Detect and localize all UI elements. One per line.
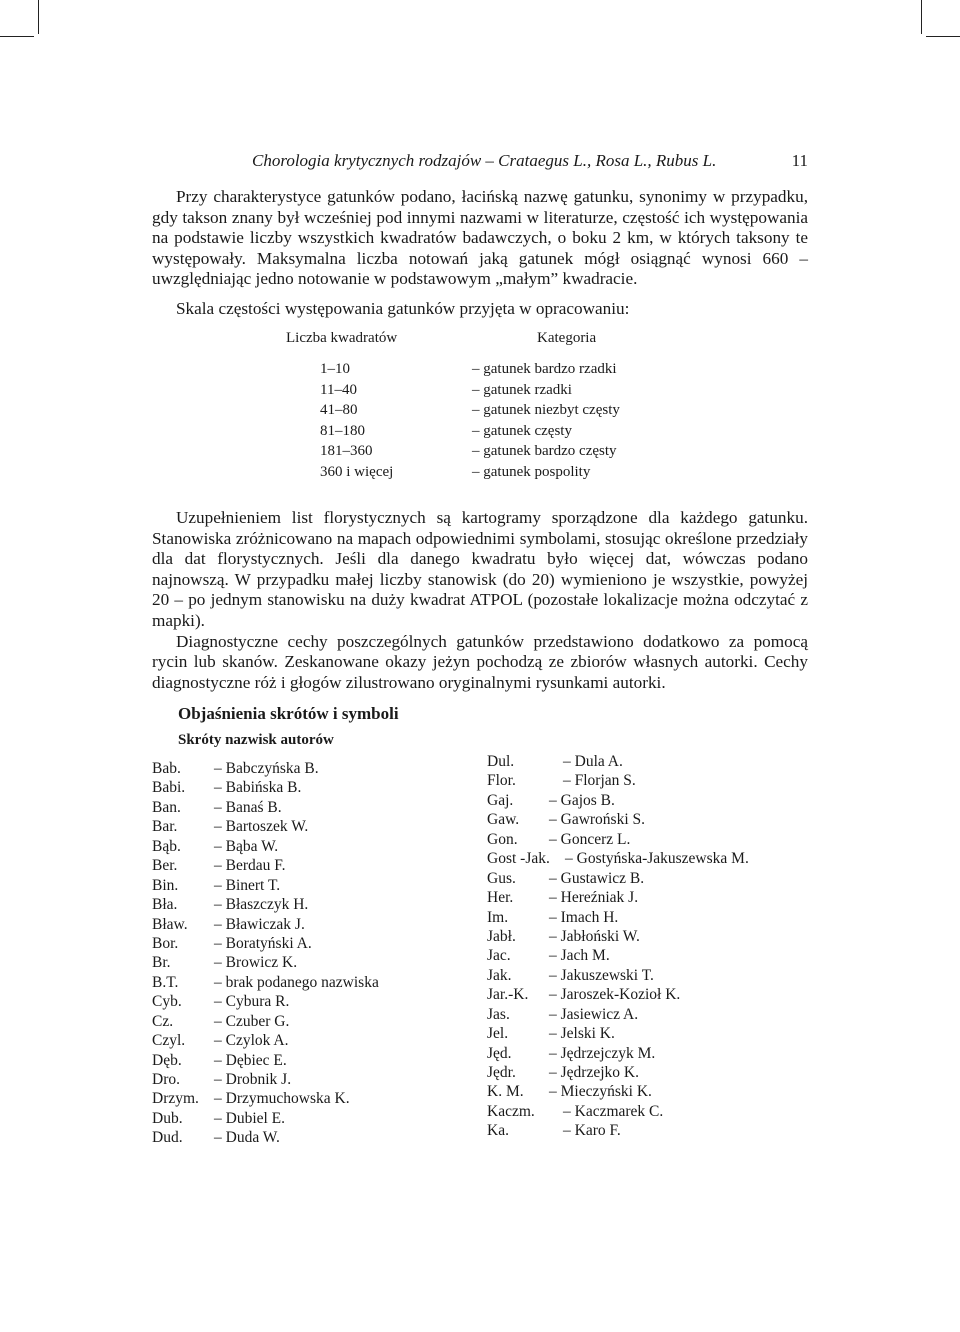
abbreviation: Jabł. (487, 927, 516, 945)
category-cell: – gatunek bardzo częsty (472, 443, 617, 459)
author-name: – Cybura R. (214, 993, 290, 1011)
abbreviation: Jęd. (487, 1044, 512, 1062)
column-header-count: Liczba kwadratów (286, 330, 398, 346)
author-name: – Binert T. (214, 876, 281, 894)
author-name: – Dula A. (563, 753, 623, 770)
category-cell: – gatunek częsty (472, 422, 572, 439)
abbreviation: Bor. (152, 934, 179, 952)
scale-paragraph (152, 299, 808, 320)
author-name: – Gajos B. (549, 791, 615, 809)
author-name: – Kaczmarek C. (563, 1102, 664, 1120)
abbreviation: Cz. (152, 1012, 174, 1030)
author-name: – Gawroński S. (549, 811, 646, 829)
author-name: – Jabłoński W. (549, 927, 640, 945)
author-name: – Berdau F. (214, 857, 286, 875)
abbreviation: Im. (487, 908, 509, 926)
crop-mark-top-left-h (0, 36, 34, 37)
abbreviation: Kaczm. (487, 1102, 535, 1120)
abbreviation: Bąb. (152, 837, 181, 855)
author-name: – Babczyńska B. (214, 760, 319, 777)
author-name: – Czylok A. (214, 1032, 289, 1050)
author-name: – Hereźniak J. (549, 889, 639, 907)
abbreviation: Gaj. (487, 791, 514, 809)
author-name: – Jasiewicz A. (549, 1005, 639, 1023)
category-cell: – gatunek niezbyt częsty (472, 402, 620, 418)
abbreviation: Bar. (152, 818, 178, 836)
abbreviation: Gost -Jak. (487, 850, 550, 868)
author-name: – Duda W. (214, 1129, 280, 1147)
author-name: – Banaś B. (214, 798, 282, 816)
range-cell: 1–10 (320, 361, 350, 377)
abbreviation: Dud. (152, 1129, 183, 1147)
author-name: – Florjan S. (563, 772, 636, 790)
author-name: – Mieczyński K. (549, 1083, 652, 1101)
abbreviation: Bła. (152, 896, 178, 914)
author-name: – Babińska B. (214, 779, 302, 797)
abbreviation: Jędr. (487, 1064, 516, 1081)
abbreviation: Dub. (152, 1109, 183, 1127)
abbreviation: Dro. (152, 1071, 180, 1088)
diagnostics-text: Diagnostyczne cechy poszczególnych gatunków przedstawiono dodatkowo za pomocą rycin lub skanów. Zeskanowane okazy jeżyn pochodzą ze zbiorów własnych autorki. Cechy diagnostyczne róż i głogów zilustrowano oryginalnymi rysunkami autorki. (152, 631, 808, 692)
author-name: – Bławiczak J. (214, 915, 305, 933)
author-name: – Jędrzejczyk M. (549, 1044, 656, 1062)
crop-mark-top-right-h (926, 36, 960, 37)
abbreviation: Gon. (487, 830, 518, 848)
author-name: – Drzymuchowska K. (214, 1090, 350, 1108)
category-cell: – gatunek bardzo rzadki (472, 361, 617, 377)
author-name: – Karo F. (563, 1122, 621, 1140)
abbreviation: Dul. (487, 753, 515, 770)
abbreviation: Jac. (487, 947, 511, 965)
range-cell: 360 i więcej (320, 463, 394, 480)
author-name: – Imach H. (549, 908, 619, 926)
abbreviation: Ber. (152, 857, 178, 875)
author-name: – Jędrzejko K. (549, 1064, 639, 1081)
author-name: – Boratyński A. (214, 934, 312, 952)
abbreviation: Czyl. (152, 1032, 186, 1050)
section-subtitle: Skróty nazwisk autorów (178, 732, 334, 748)
author-name: – Jelski K. (549, 1025, 615, 1043)
abbreviation: Gus. (487, 869, 516, 887)
abbreviation: Br. (152, 954, 171, 972)
range-cell: 11–40 (320, 381, 357, 398)
author-name: – Bąba W. (214, 837, 279, 855)
abbreviation: Cyb. (152, 993, 182, 1011)
author-name: – Dębiec E. (214, 1051, 287, 1069)
abbreviation: Jak. (487, 966, 512, 984)
abbreviation: K. M. (487, 1083, 524, 1101)
section-title: Objaśnienia skrótów i symboli (178, 704, 399, 723)
author-name: – Jaroszek-Kozioł K. (549, 986, 681, 1004)
crop-mark-top-left-v (38, 0, 39, 34)
abbreviation: Drzym. (152, 1090, 199, 1108)
author-name: – Goncerz L. (549, 830, 631, 848)
maps-text: Uzupełnieniem list florystycznych są kartogramy sporządzone dla każdego gatunku. Stanowiska zróżnicowano na mapach odpowiednimi symbolami, stosując określone przedziały dla dat florystycznych. Jeśli dla danego kwadratu było więcej dat, wówczas podano najnowszą. W przypadku małej liczby stanowisk (do 20) wymieniono je wszystkie, powyżej 20 – po jednym stanowisku na duży kwadrat ATPOL (pozostałe lokalizacje można odczytać z mapki). (152, 508, 808, 630)
abbreviation: Her. (487, 889, 514, 907)
abbreviation: Dęb. (152, 1051, 182, 1069)
abbreviation: Jel. (487, 1025, 509, 1043)
abbreviation: Bab. (152, 760, 181, 777)
intro-text: Przy charakterystyce gatunków podano, łacińską nazwę gatunku, synonimy w przypadku, gdy takson znany był wcześniej pod innymi nazwami w literaturze, częstość ich występowania na podstawie liczby wszystkich kwadratów badawczych, o boku 2 km, w których taksony te występowały. Maksymalna liczba notowań jaką gatunek mógł osiągnąć wynosi 660 – uwzględniając jedno notowanie w podstawowym „małym” kwadracie. (152, 187, 808, 289)
range-cell: 81–180 (320, 422, 365, 439)
crop-mark-top-right-v (921, 0, 922, 34)
running-title: Chorologia krytycznych rodzajów – Crataegus L., Rosa L., Rubus L. (252, 151, 717, 170)
abbreviation: Jas. (487, 1005, 510, 1023)
author-name: – Gostyńska-Jakuszewska M. (565, 850, 749, 868)
category-cell: – gatunek pospolity (472, 463, 591, 480)
author-name: – Jach M. (549, 947, 610, 965)
author-name: – Błaszczyk H. (214, 896, 309, 914)
intro-paragraph (152, 187, 808, 290)
column-header-category: Kategoria (537, 330, 597, 346)
range-cell: 41–80 (320, 402, 358, 418)
abbreviation: Jar.-K. (487, 986, 529, 1004)
author-name: – brak podanego nazwiska (214, 973, 379, 991)
abbreviation: B.T. (152, 973, 179, 991)
author-name: – Czuber G. (214, 1012, 290, 1030)
category-cell: – gatunek rzadki (472, 381, 572, 398)
range-cell: 181–360 (320, 443, 373, 459)
author-name: – Dubiel E. (214, 1109, 286, 1127)
abbreviation: Ban. (152, 798, 181, 816)
author-name: – Gustawicz B. (549, 869, 645, 887)
author-name: – Bartoszek W. (214, 818, 309, 836)
abbreviation: Gaw. (487, 811, 520, 829)
scale-intro-text: Skala częstości występowania gatunków przyjęta w opracowaniu: (176, 299, 630, 318)
abbreviation: Babi. (152, 779, 186, 797)
abbreviation: Bław. (152, 915, 188, 933)
author-name: – Browicz K. (214, 954, 298, 972)
author-name: – Jakuszewski T. (549, 966, 654, 984)
abbreviation: Ka. (487, 1122, 509, 1140)
author-name: – Drobnik J. (214, 1071, 292, 1088)
abbreviation: Bin. (152, 876, 179, 894)
abbreviation: Flor. (487, 772, 516, 790)
maps-paragraphs (152, 508, 808, 693)
page-number: 11 (791, 151, 808, 170)
